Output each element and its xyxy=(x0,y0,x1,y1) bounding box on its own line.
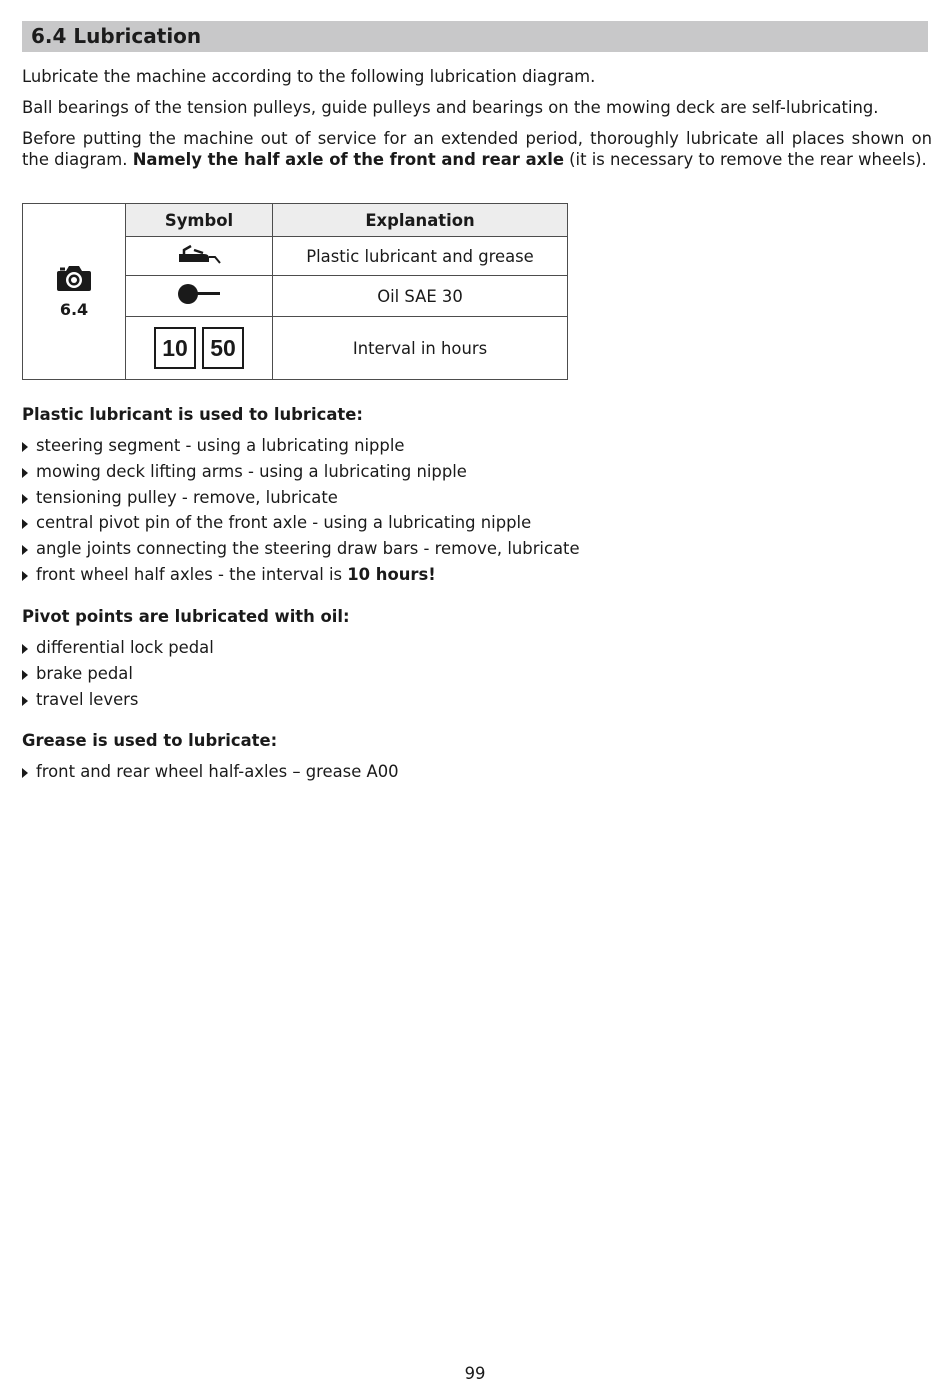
list-item-text: tensioning pulley - remove, lubricate xyxy=(36,487,338,507)
list-item xyxy=(22,485,580,511)
list-item-emphasis: 10 hours! xyxy=(347,564,436,584)
interval-box-50: 50 xyxy=(202,327,244,369)
plastic-heading: Plastic lubricant is used to lubricate: xyxy=(22,405,363,424)
intro-p3-tail: (it is necessary to remove the rear wheels). xyxy=(563,149,927,169)
intro-paragraph-2: Ball bearings of the tension pulleys, guide pulleys and bearings on the mowing deck are self-lubricating. xyxy=(22,98,879,117)
camera-icon xyxy=(55,264,93,292)
bullet-icon xyxy=(22,545,28,555)
list-item xyxy=(22,459,580,485)
intro-paragraph-1: Lubricate the machine according to the following lubrication diagram. xyxy=(22,67,596,86)
bullet-icon xyxy=(22,468,28,478)
list-item-text: travel levers xyxy=(36,689,139,709)
bullet-icon xyxy=(22,644,28,654)
list-item-text: front and rear wheel half-axles – grease A00 xyxy=(36,762,399,781)
list-item-text: angle joints connecting the steering draw bars - remove, lubricate xyxy=(36,539,580,559)
grease-heading: Grease is used to lubricate: xyxy=(22,731,278,750)
page-number: 99 xyxy=(464,1364,486,1383)
symbol-cell xyxy=(126,276,273,317)
list-item-text: steering segment - using a lubricating nipple xyxy=(36,436,405,455)
list-item xyxy=(22,759,399,785)
list-item xyxy=(22,635,214,661)
list-item xyxy=(22,510,580,536)
list-item xyxy=(22,661,214,687)
intro-p3-text: Before putting the machine out of service for an extended period, thoroughly lubricate all places shown on the diagram. xyxy=(22,129,932,169)
grease-gun-icon xyxy=(176,243,222,265)
list-item xyxy=(22,536,580,562)
figure-number: 6.4 xyxy=(59,300,89,319)
explanation-column-header: Explanation xyxy=(273,204,568,237)
oil-can-icon xyxy=(176,282,222,306)
list-item xyxy=(22,433,580,459)
list-item-text: mowing deck lifting arms - using a lubricating nipple xyxy=(36,461,467,481)
bullet-icon xyxy=(22,519,28,529)
explanation-cell: Plastic lubricant and grease xyxy=(273,237,568,276)
oil-heading: Pivot points are lubricated with oil: xyxy=(22,607,350,626)
intro-paragraph-3 xyxy=(22,129,932,170)
bullet-icon xyxy=(22,768,28,778)
bullet-icon xyxy=(22,494,28,504)
explanation-cell: Interval in hours xyxy=(273,317,568,380)
list-item-text: central pivot pin of the front axle - using a lubricating nipple xyxy=(36,513,532,533)
oil-list xyxy=(22,635,214,712)
symbol-cell xyxy=(126,237,273,276)
plastic-list xyxy=(22,433,580,588)
list-item-text: differential lock pedal xyxy=(36,638,214,657)
list-item-text: front wheel half axles - the interval is xyxy=(36,564,348,584)
intro-p3-bold: Namely the half axle of the front and rear axle xyxy=(132,149,564,169)
symbol-table-header-row xyxy=(23,204,568,237)
bullet-icon xyxy=(22,442,28,452)
list-item xyxy=(22,562,580,588)
figure-reference-cell xyxy=(23,204,126,380)
list-item-text: brake pedal xyxy=(36,663,133,683)
bullet-icon xyxy=(22,670,28,680)
symbol-column-header: Symbol xyxy=(126,204,273,237)
symbol-table xyxy=(22,203,568,380)
bullet-icon xyxy=(22,571,28,581)
explanation-cell: Oil SAE 30 xyxy=(273,276,568,317)
interval-box-10: 10 xyxy=(154,327,196,369)
bullet-icon xyxy=(22,696,28,706)
symbol-cell xyxy=(126,317,273,380)
section-header xyxy=(22,21,928,52)
section-title: 6.4 Lubrication xyxy=(31,24,202,48)
list-item xyxy=(22,687,214,713)
grease-list xyxy=(22,759,399,785)
